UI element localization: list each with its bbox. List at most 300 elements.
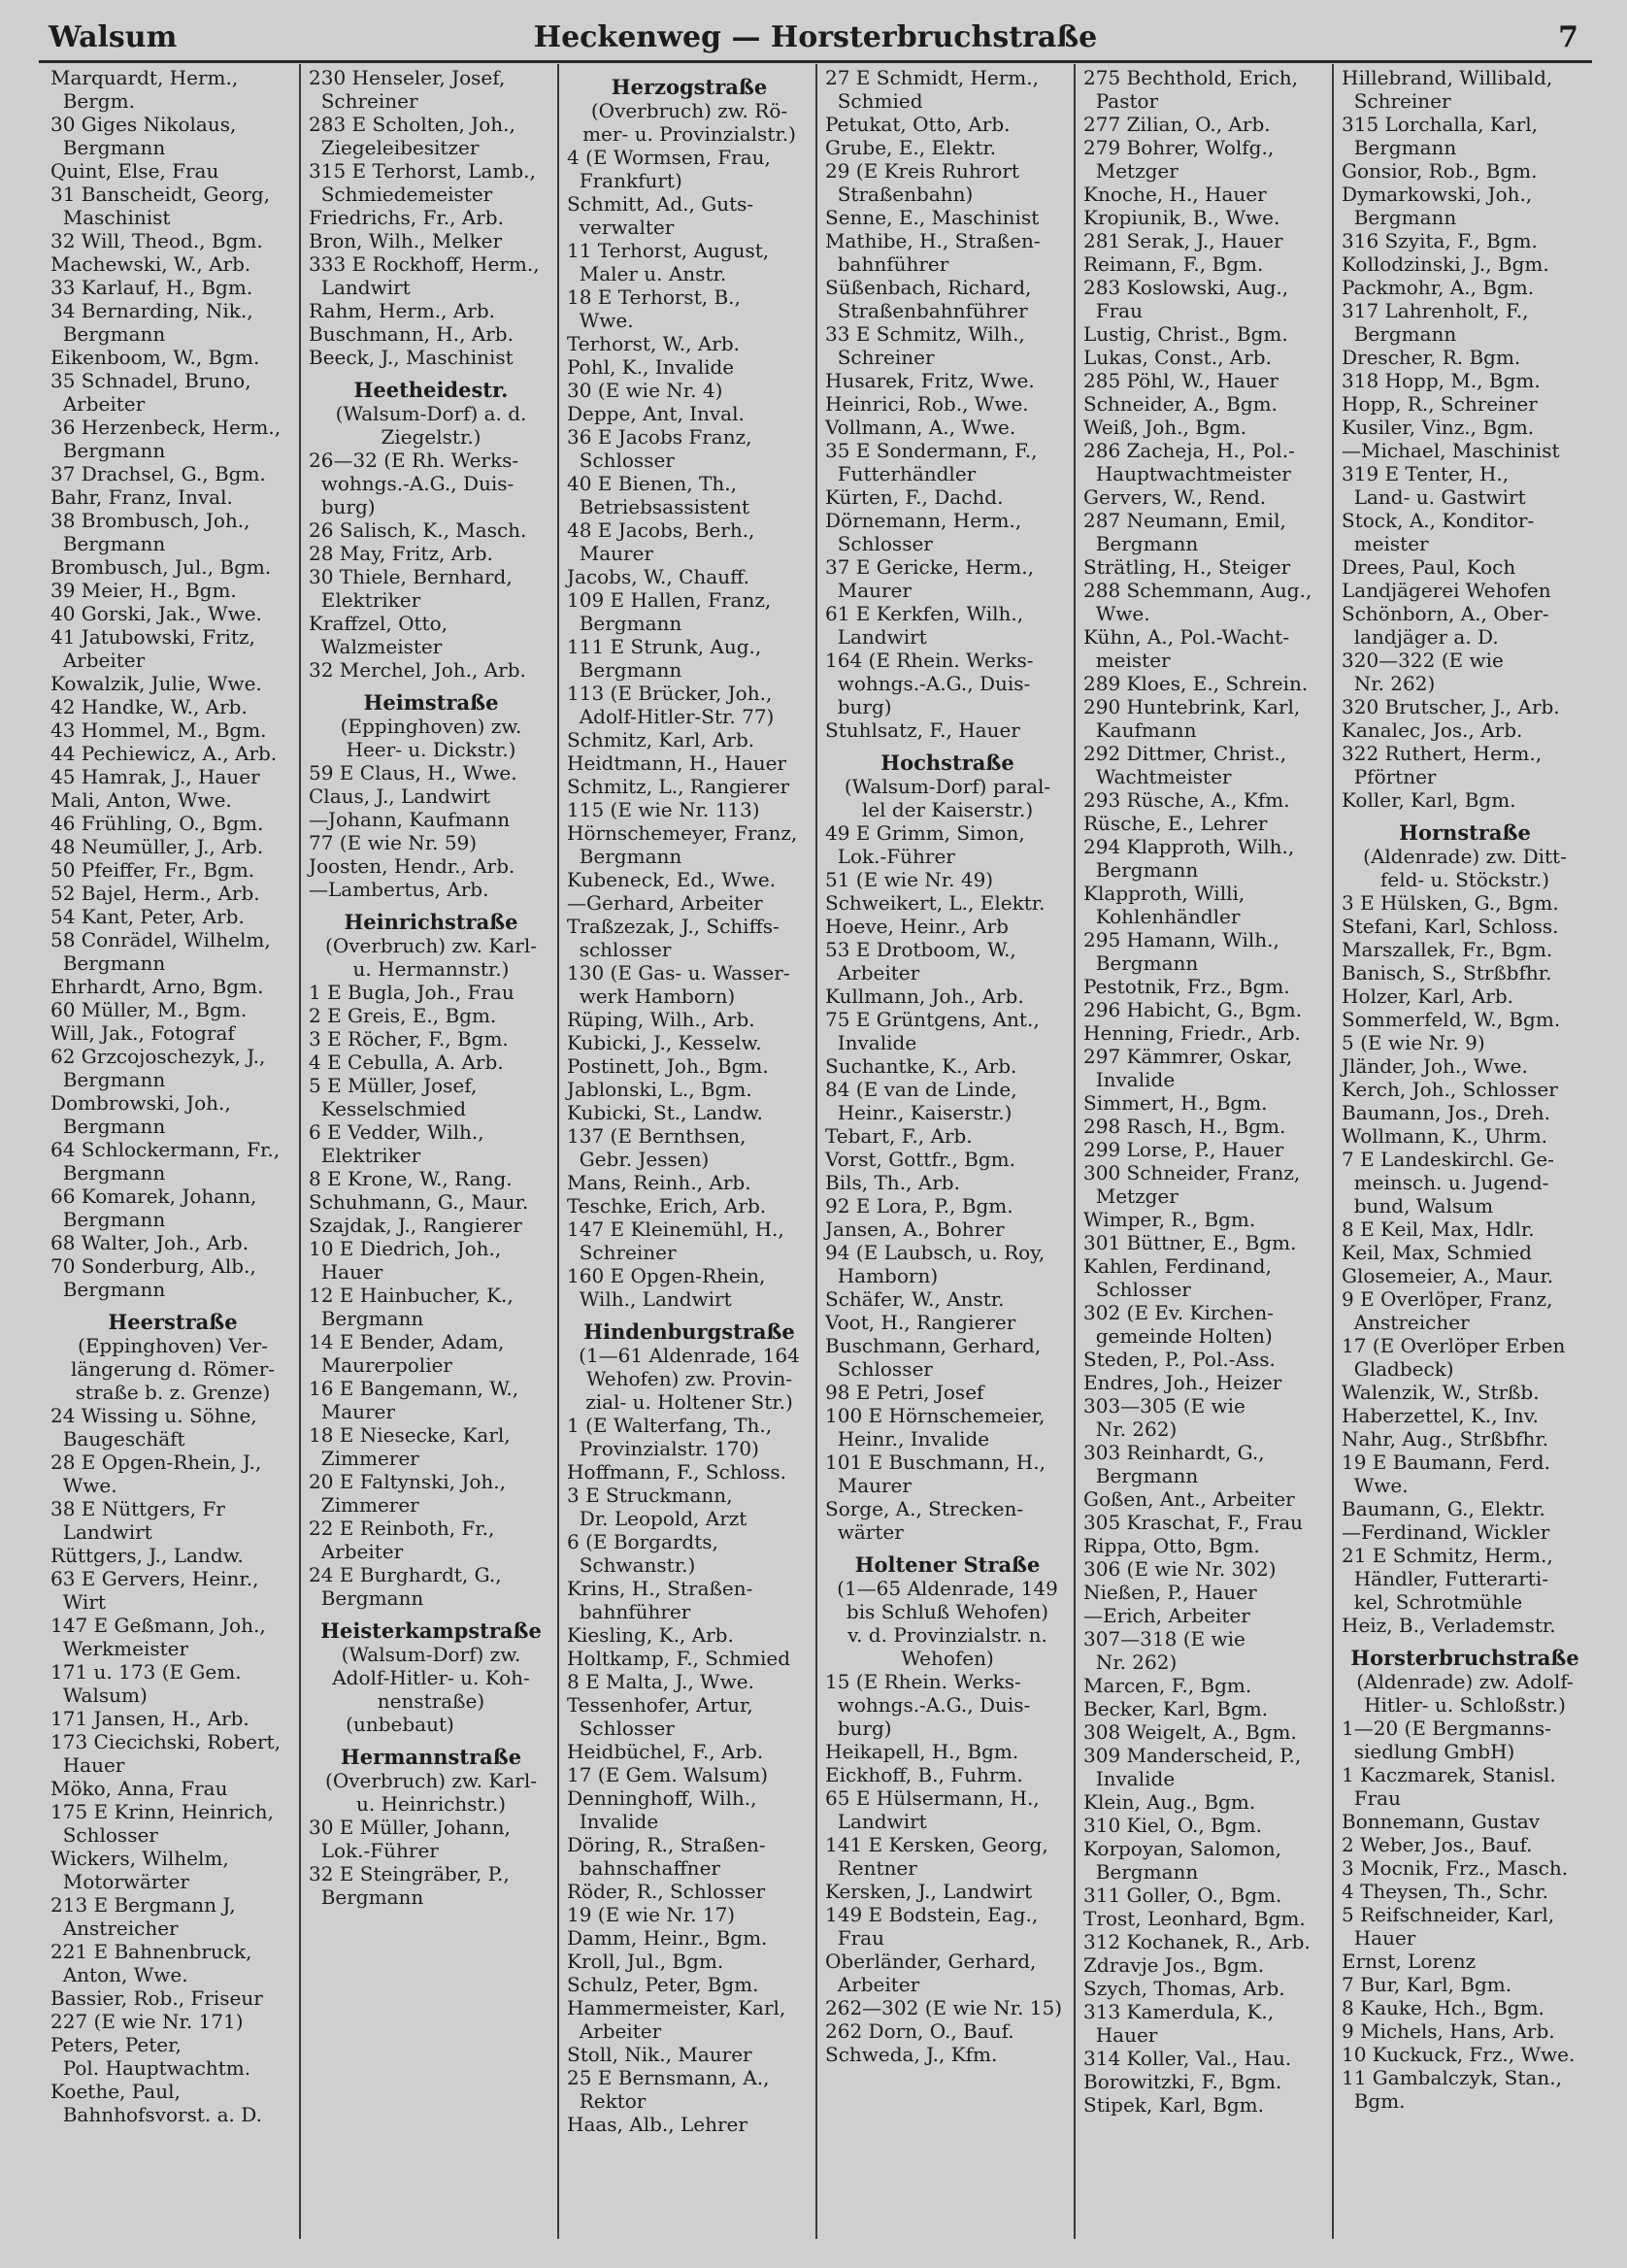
directory-entry-line: 66 Komarek, Johann,	[50, 1184, 257, 1208]
directory-entry-line: 160 E Opgen-Rhein,	[567, 1264, 766, 1287]
directory-entry-line: 61 E Kerkfen, Wilh.,	[825, 602, 1024, 625]
directory-entry-line: 35 E Sondermann, F.,	[825, 439, 1038, 462]
directory-entry-line: 9 E Overlöper, Franz,	[1342, 1287, 1553, 1311]
directory-entry-line: Bergmann	[1083, 1464, 1199, 1487]
directory-entry-line: gemeinde Holten)	[1083, 1324, 1273, 1348]
directory-entry-line: 320—322 (E wie	[1342, 649, 1504, 672]
directory-entry-line: Hillebrand, Willibald,	[1342, 66, 1553, 89]
directory-entry-line: Stuhlsatz, F., Hauer	[825, 718, 1020, 742]
directory-entry-line: Marcen, F., Bgm.	[1083, 1674, 1252, 1697]
directory-entry-line: Wollmann, K., Uhrm.	[1342, 1124, 1548, 1148]
directory-entry-line: Traßzezak, J., Schiffs-	[567, 915, 780, 938]
directory-entry-line: Machewski, W., Arb.	[50, 252, 251, 276]
directory-entry-line: Suchantke, K., Arb.	[825, 1054, 1017, 1078]
directory-entry-line: 297 Kämmrer, Oskar,	[1083, 1045, 1293, 1068]
directory-entry-line: 44 Pechiewicz, A., Arb.	[50, 742, 278, 765]
directory-entry-line: Elektriker	[309, 588, 421, 612]
directory-entry-line: 281 Serak, J., Hauer	[1083, 229, 1283, 252]
directory-entry-line: 4 (E Wormsen, Frau,	[567, 146, 771, 169]
directory-entry-line: wohngs.-A.G., Duis-	[825, 672, 1031, 695]
directory-entry-line: 51 (E wie Nr. 49)	[825, 868, 994, 891]
directory-entry-line: Schmitz, Karl, Arb.	[567, 728, 755, 751]
directory-entry-line: 38 Brombusch, Joh.,	[50, 509, 250, 532]
directory-entry-line: 171 u. 173 (E Gem.	[50, 1660, 242, 1684]
directory-entry-line: 309 Manderscheid, P.,	[1083, 1744, 1302, 1767]
directory-entry-line: 221 E Bahnenbruck,	[50, 1940, 252, 1963]
page-number: 7	[1558, 20, 1578, 54]
directory-entry-line: Händler, Futterarti-	[1342, 1567, 1548, 1590]
directory-entry-line: Weiß, Joh., Bgm.	[1083, 416, 1247, 439]
directory-entry-line: 175 E Krinn, Heinrich,	[50, 1800, 274, 1823]
directory-entry-line: Schreiner	[309, 89, 418, 113]
directory-entry-line: 31 Banscheidt, Georg,	[50, 183, 271, 206]
directory-entry-line: Deppe, Ant, Inval.	[567, 402, 745, 425]
directory-entry-line: 7 Bur, Karl, Bgm.	[1342, 1973, 1512, 1996]
directory-entry-line: Mans, Reinh., Arb.	[567, 1171, 751, 1194]
directory-entry-line: 4 E Cebulla, A. Arb.	[309, 1051, 504, 1074]
directory-entry-line: 37 Drachsel, G., Bgm.	[50, 462, 266, 485]
directory-entry-line: 19 (E wie Nr. 17)	[567, 1903, 736, 1926]
directory-entry-line: Lukas, Const., Arb.	[1083, 346, 1272, 369]
directory-entry-line: Walenzik, W., Strßb.	[1342, 1381, 1540, 1404]
street-heading: Heerstraße	[108, 1310, 238, 1334]
directory-entry-line: 3 E Hülsken, G., Bgm.	[1342, 891, 1559, 915]
directory-entry-line: Maurer	[309, 1400, 395, 1423]
directory-entry-line: bund, Walsum	[1342, 1194, 1494, 1217]
directory-entry-line: Drescher, R. Bgm.	[1342, 346, 1521, 369]
directory-entry-line: Dymarkowski, Joh.,	[1342, 183, 1533, 206]
directory-columns	[43, 64, 1594, 2239]
directory-entry-line: 333 E Rockhoff, Herm.,	[309, 252, 540, 276]
directory-entry-line: Werkmeister	[50, 1637, 189, 1660]
directory-entry-line: Arbeiter	[50, 649, 146, 672]
directory-entry-line: bahnführer	[567, 1600, 691, 1623]
directory-entry-line: Simmert, H., Bgm.	[1083, 1091, 1268, 1115]
directory-entry-line: Betriebsassistent	[567, 495, 750, 518]
directory-entry-line: 12 E Hainbucher, K.,	[309, 1284, 514, 1307]
directory-entry-line: Maurerpolier	[309, 1353, 452, 1377]
directory-entry-line: Pestotnik, Frz., Bgm.	[1083, 975, 1290, 998]
directory-entry-line: Rahm, Herm., Arb.	[309, 299, 496, 322]
directory-entry-line: 317 Lahrenholt, F.,	[1342, 299, 1529, 322]
directory-entry-line: 303 Reinhardt, G.,	[1083, 1441, 1265, 1464]
directory-entry-line: Bergmann	[567, 612, 682, 635]
directory-entry-line: Rippa, Otto, Bgm.	[1083, 1534, 1260, 1557]
directory-entry-line: Teschke, Erich, Arb.	[567, 1194, 767, 1217]
column-5	[1076, 64, 1334, 2239]
directory-entry-line: Invalide	[825, 1031, 917, 1054]
column-6	[1334, 64, 1592, 2239]
directory-entry-line: 30 E Müller, Johann,	[309, 1816, 511, 1839]
directory-entry-line: Hauptwachtmeister	[1083, 462, 1291, 485]
directory-entry-line: Claus, J., Landwirt	[309, 784, 491, 808]
directory-entry-line: Sorge, A., Strecken-	[825, 1497, 1024, 1520]
directory-entry-line: Frau	[825, 1926, 884, 1950]
directory-entry-line: meister	[1083, 649, 1171, 672]
directory-entry-line: 315 Lorchalla, Karl,	[1342, 113, 1539, 136]
directory-entry-line: Motorwärter	[50, 1870, 189, 1893]
directory-entry-line: 32 Merchel, Joh., Arb.	[309, 658, 526, 682]
directory-entry-line: Eickhoff, B., Fuhrm.	[825, 1763, 1023, 1786]
directory-entry-line: Drees, Paul, Koch	[1342, 555, 1516, 579]
directory-entry-line: 94 (E Laubsch, u. Roy,	[825, 1241, 1046, 1264]
directory-entry-line: Kesselschmied	[309, 1097, 467, 1120]
directory-entry-line: 310 Kiel, O., Bgm.	[1083, 1814, 1262, 1837]
directory-entry-line: Bergmann	[50, 532, 166, 555]
directory-entry-line: 5 (E wie Nr. 9)	[1342, 1031, 1485, 1054]
directory-entry-line: Schuhmann, G., Maur.	[309, 1190, 529, 1214]
directory-entry-line: 147 E Geßmann, Joh.,	[50, 1614, 266, 1637]
directory-entry-line: Anstreicher	[50, 1917, 179, 1940]
directory-entry-line: Bergmann	[1342, 136, 1457, 159]
directory-entry-line: 70 Sonderburg, Alb.,	[50, 1254, 256, 1278]
directory-entry-line: Sommerfeld, W., Bgm.	[1342, 1008, 1561, 1031]
directory-entry-line: Keil, Max, Schmied	[1342, 1241, 1532, 1264]
directory-entry-line: Kanalec, Jos., Arb.	[1342, 718, 1523, 742]
column-4	[817, 64, 1076, 2239]
directory-entry-line: Damm, Heinr., Bgm.	[567, 1926, 768, 1950]
directory-entry-line: Heinr., Invalide	[825, 1427, 990, 1451]
directory-entry-line: 17 (E Overlöper Erben	[1342, 1334, 1566, 1357]
street-location: (1—65 Aldenrade, 149 bis Schluß Wehofen) v. d. Provinzialstr. n. Wehofen)	[837, 1577, 1058, 1670]
directory-entry-line: Bergmann	[1342, 206, 1457, 229]
directory-entry-line: Schwanstr.)	[567, 1553, 696, 1577]
directory-entry-line: 1 (E Walterfang, Th.,	[567, 1414, 773, 1437]
street-location: (Walsum-Dorf) paral- lel der Kaiserstr.)	[844, 775, 1051, 821]
directory-entry-line: 1 Kaczmarek, Stanisl.	[1342, 1763, 1556, 1786]
directory-entry-line: Elektriker	[309, 1144, 421, 1167]
directory-entry-line: Koller, Karl, Bgm.	[1342, 788, 1516, 812]
directory-entry-line: 17 (E Gem. Walsum)	[567, 1763, 769, 1786]
street-location: (Overbruch) zw. Karl- u. Heinrichstr.)	[325, 1769, 537, 1816]
directory-entry-line: 59 E Claus, H., Wwe.	[309, 761, 517, 784]
directory-entry-line: Landwirt	[50, 1520, 152, 1544]
directory-entry-line: Möko, Anna, Frau	[50, 1777, 228, 1800]
directory-entry-line: Bergmann	[567, 845, 682, 868]
directory-entry-line: Arbeiter	[825, 1973, 920, 1996]
directory-entry-line: 8 E Keil, Max, Hdlr.	[1342, 1217, 1535, 1241]
directory-entry-line: 84 (E van de Linde,	[825, 1078, 1017, 1101]
directory-entry-line: 8 E Krone, W., Rang.	[309, 1167, 513, 1190]
directory-entry-line: Bergmann	[309, 1307, 424, 1330]
directory-entry-line: 299 Lorse, P., Hauer	[1083, 1138, 1284, 1161]
directory-entry-line: Will, Jak., Fotograf	[50, 1021, 235, 1045]
header-left: Walsum	[49, 20, 178, 54]
directory-entry-line: Buschmann, Gerhard,	[825, 1334, 1042, 1357]
directory-entry-line: 286 Zacheja, H., Pol.-	[1083, 439, 1295, 462]
directory-entry-line: Vorst, Gottfr., Bgm.	[825, 1148, 1015, 1171]
directory-entry-line: 115 (E wie Nr. 113)	[567, 798, 760, 821]
directory-entry-line: 3 E Röcher, F., Bgm.	[309, 1027, 509, 1051]
directory-entry-line: 16 E Bangemann, W.,	[309, 1377, 519, 1400]
directory-entry-line: Invalide	[1083, 1068, 1176, 1091]
directory-entry-line: 11 Gambalczyk, Stan.,	[1342, 2066, 1562, 2089]
directory-entry-line: Frankfurt)	[567, 169, 682, 192]
directory-entry-line: 20 E Faltynski, Joh.,	[309, 1470, 506, 1493]
directory-entry-line: 68 Walter, Joh., Arb.	[50, 1231, 249, 1254]
directory-entry-line: Mathibe, H., Straßen-	[825, 229, 1041, 252]
directory-entry-line: 307—318 (E wie	[1083, 1627, 1245, 1651]
directory-entry-line: 15 (E Rhein. Werks-	[825, 1670, 1021, 1693]
directory-entry-line: 5 E Müller, Josef,	[309, 1074, 478, 1097]
directory-entry-line: Kroll, Jul., Bgm.	[567, 1950, 724, 1973]
directory-entry-line: 308 Weigelt, A., Bgm.	[1083, 1720, 1297, 1744]
directory-entry-line: 33 Karlauf, H., Bgm.	[50, 276, 253, 299]
directory-entry-line: 320 Brutscher, J., Arb.	[1342, 695, 1560, 718]
column-2	[301, 64, 559, 2239]
directory-entry-line: Rüsche, E., Lehrer	[1083, 812, 1268, 835]
directory-entry-line: 288 Schemmann, Aug.,	[1083, 579, 1312, 602]
directory-entry-line: 36 E Jacobs Franz,	[567, 425, 752, 449]
directory-entry-line: Hauer	[1083, 2023, 1158, 2047]
page-header	[39, 19, 1592, 56]
directory-entry-line: Kiesling, K., Arb.	[567, 1623, 734, 1647]
directory-entry-line: Wickers, Wilhelm,	[50, 1847, 229, 1870]
directory-entry-line: Wilh., Landwirt	[567, 1287, 732, 1311]
directory-entry-line: 30 (E wie Nr. 4)	[567, 379, 723, 402]
directory-entry-line: Eikenboom, W., Bgm.	[50, 346, 260, 369]
directory-entry-line: 306 (E wie Nr. 302)	[1083, 1557, 1277, 1581]
directory-entry-line: 32 E Steingräber, P.,	[309, 1862, 510, 1885]
directory-entry-line: Krins, H., Straßen-	[567, 1577, 753, 1600]
directory-entry-line: Landwirt	[825, 625, 927, 649]
directory-entry-line: Schlosser	[567, 1717, 675, 1740]
directory-entry-line: Rüping, Wilh., Arb.	[567, 1008, 755, 1031]
directory-entry-line: 22 E Reinboth, Fr.,	[309, 1517, 495, 1540]
directory-entry-line: 26 Salisch, K., Masch.	[309, 518, 527, 542]
directory-entry-line: Kraffzel, Otto,	[309, 612, 448, 635]
directory-entry-line: werk Hamborn)	[567, 984, 736, 1008]
directory-entry-line: Wimper, R., Bgm.	[1083, 1208, 1256, 1231]
directory-entry-line: Tebart, F., Arb.	[825, 1124, 973, 1148]
directory-entry-line: 54 Kant, Peter, Arb.	[50, 905, 245, 928]
directory-entry-line: 98 E Petri, Josef	[825, 1381, 984, 1404]
directory-entry-line: Schmitz, L., Rangierer	[567, 775, 790, 798]
directory-entry-line: Lok.-Führer	[825, 845, 955, 868]
directory-entry-line: 92 E Lora, P., Bgm.	[825, 1194, 1013, 1217]
directory-entry-line: Endres, Joh., Heizer	[1083, 1371, 1282, 1394]
directory-entry-line: Bahr, Franz, Inval.	[50, 485, 233, 509]
directory-entry-line: Wachtmeister	[1083, 765, 1232, 788]
directory-entry-line: 300 Schneider, Franz,	[1083, 1161, 1301, 1184]
directory-entry-line: Terhorst, W., Arb.	[567, 332, 740, 355]
directory-entry-line: 60 Müller, M., Bgm.	[50, 998, 248, 1021]
directory-entry-line: Bergmann	[1083, 532, 1199, 555]
directory-entry-line: 42 Handke, W., Arb.	[50, 695, 248, 718]
directory-entry-line: 315 E Terhorst, Lamb.,	[309, 159, 536, 183]
street-location: (Overbruch) zw. Karl- u. Hermannstr.)	[325, 934, 537, 981]
directory-entry-line: 49 E Grimm, Simon,	[825, 821, 1025, 845]
directory-entry-line: Heidtmann, H., Hauer	[567, 751, 787, 775]
directory-entry-line: 285 Pöhl, W., Hauer	[1083, 369, 1278, 392]
directory-entry-line: 50 Pfeiffer, Fr., Bgm.	[50, 858, 255, 882]
directory-entry-line: 10 Kuckuck, Frz., Wwe.	[1342, 2043, 1576, 2066]
directory-entry-line: 295 Hamann, Wilh.,	[1083, 928, 1279, 951]
directory-entry-line: —Gerhard, Arbeiter	[567, 891, 763, 915]
directory-entry-line: Gladbeck)	[1342, 1357, 1454, 1381]
directory-entry-line: Heikapell, H., Bgm.	[825, 1740, 1019, 1763]
directory-entry-line: 32 Will, Theod., Bgm.	[50, 229, 263, 252]
directory-entry-line: Schlosser	[825, 1357, 933, 1381]
directory-entry-line: 283 Koslowski, Aug.,	[1083, 276, 1289, 299]
directory-entry-line: Schönborn, A., Ober-	[1342, 602, 1549, 625]
street-location: (Walsum-Dorf) a. d. Ziegelstr.)	[335, 402, 527, 449]
directory-entry-line: Ernst, Lorenz	[1342, 1950, 1477, 1973]
directory-entry-line: Buschmann, H., Arb.	[309, 322, 514, 346]
directory-entry-line: Bergmann	[50, 1208, 166, 1231]
directory-entry-line: Beeck, J., Maschinist	[309, 346, 514, 369]
street-heading: Horsterbruchstraße	[1350, 1646, 1579, 1670]
directory-entry-line: Stipek, Karl, Bgm.	[1083, 2093, 1264, 2117]
directory-entry-line: 1 E Bugla, Joh., Frau	[309, 981, 515, 1004]
directory-entry-line: 137 (E Bernthsen,	[567, 1124, 747, 1148]
directory-entry-line: burg)	[825, 695, 892, 718]
directory-entry-line: Bergmann	[1083, 858, 1199, 882]
directory-entry-line: 213 E Bergmann J,	[50, 1893, 236, 1917]
directory-entry-line: Wwe.	[1083, 602, 1150, 625]
directory-entry-line: Henning, Friedr., Arb.	[1083, 1021, 1301, 1045]
directory-entry-line: Arbeiter	[309, 1540, 404, 1563]
directory-entry-line: Landwirt	[825, 1810, 927, 1833]
directory-entry-line: Kohlenhändler	[1083, 905, 1241, 928]
directory-entry-line: Schäfer, W., Anstr.	[825, 1287, 1005, 1311]
directory-entry-line: Holzer, Karl, Arb.	[1342, 984, 1514, 1008]
directory-entry-line: 28 E Opgen-Rhein, J.,	[50, 1451, 262, 1474]
directory-entry-line: Nr. 262)	[1342, 672, 1436, 695]
directory-entry-line: Baugeschäft	[50, 1427, 185, 1451]
directory-entry-line: Szajdak, J., Rangierer	[309, 1214, 522, 1237]
directory-entry-line: Landwirt	[309, 276, 411, 299]
directory-entry-line: Heiz, B., Verlademstr.	[1342, 1614, 1556, 1637]
directory-entry-line: 292 Dittmer, Christ.,	[1083, 742, 1287, 765]
directory-entry-line: Mali, Anton, Wwe.	[50, 788, 232, 812]
directory-entry-line: Stoll, Nik., Maurer	[567, 2043, 752, 2066]
directory-entry-line: Arbeiter	[567, 2019, 662, 2043]
directory-entry-line: Pastor	[1083, 89, 1159, 113]
directory-entry-line: Pförtner	[1342, 765, 1437, 788]
directory-entry-line: wärter	[825, 1520, 904, 1544]
street-location: (Overbruch) zw. Rö- mer- u. Provinzialstr.)	[582, 99, 796, 146]
directory-entry-line: Bergmann	[50, 951, 166, 975]
directory-entry-line: Bergmann	[1083, 951, 1199, 975]
directory-entry-line: 9 Michels, Hans, Arb.	[1342, 2019, 1555, 2043]
directory-entry-line: Heinrici, Rob., Wwe.	[825, 392, 1029, 416]
directory-entry-line: Maler u. Anstr.	[567, 262, 727, 285]
directory-entry-line: Zimmerer	[309, 1447, 419, 1470]
street-heading: Heisterkampstraße	[320, 1618, 542, 1643]
directory-entry-line: Maurer	[825, 1474, 912, 1497]
directory-entry-line: Peters, Peter,	[50, 2033, 182, 2056]
street-location: (Walsum-Dorf) zw. Adolf-Hitler- u. Koh- nenstraße)	[332, 1643, 530, 1713]
directory-entry-line: 8 Kauke, Hch., Bgm.	[1342, 1996, 1544, 2019]
directory-entry-line: 65 E Hülsermann, H.,	[825, 1786, 1040, 1810]
directory-entry-line: Haas, Alb., Lehrer	[567, 2113, 747, 2136]
directory-entry-line: Schmiedemeister	[309, 183, 493, 206]
directory-entry-line: verwalter	[567, 216, 675, 239]
directory-entry-line: Goßen, Ant., Arbeiter	[1083, 1487, 1295, 1511]
directory-entry-line: Kullmann, Joh., Arb.	[825, 984, 1024, 1008]
directory-entry-line: Stock, A., Konditor-	[1342, 509, 1535, 532]
directory-entry-line: wohngs.-A.G., Duis-	[825, 1693, 1031, 1717]
directory-entry-line: Haberzettel, K., Inv.	[1342, 1404, 1540, 1427]
street-heading: Heimstraße	[363, 690, 499, 715]
directory-entry-line: 294 Klapproth, Wilh.,	[1083, 835, 1295, 858]
directory-entry-line: Straßenbahnführer	[825, 299, 1028, 322]
directory-entry-line: 36 Herzenbeck, Herm.,	[50, 416, 282, 439]
directory-entry-line: Hopp, R., Schreiner	[1342, 392, 1538, 416]
directory-entry-line: 46 Frühling, O., Bgm.	[50, 812, 264, 835]
directory-entry-line: Bergmann	[50, 322, 166, 346]
directory-entry-line: 109 E Hallen, Franz,	[567, 588, 772, 612]
directory-entry-line: Provinzialstr. 170)	[567, 1437, 759, 1460]
directory-entry-line: 289 Kloes, E., Schrein.	[1083, 672, 1309, 695]
column-3	[559, 64, 817, 2239]
directory-entry-line: Kollodzinski, J., Bgm.	[1342, 252, 1549, 276]
directory-entry-line: Szych, Thomas, Arb.	[1083, 1977, 1285, 2000]
directory-entry-line: Schlosser	[50, 1823, 158, 1847]
directory-entry-line: Kahlen, Ferdinand,	[1083, 1254, 1272, 1278]
directory-entry-line: 262 Dorn, O., Bauf.	[825, 2019, 1014, 2043]
directory-entry-line: Kühn, A., Pol.-Wacht-	[1083, 625, 1290, 649]
directory-entry-line: schlosser	[567, 938, 672, 961]
directory-entry-line: Schweikert, L., Elektr.	[825, 891, 1046, 915]
street-heading: Hochstraße	[880, 750, 1014, 775]
street-location: (Eppinghoven) Ver- längerung d. Römer- straße b. z. Grenze)	[70, 1334, 276, 1404]
directory-entry-line: Straßenbahn)	[825, 183, 974, 206]
directory-entry-line: Schlosser	[1083, 1278, 1191, 1301]
directory-entry-line: Invalide	[567, 1810, 659, 1833]
directory-entry-line: Schmied	[825, 89, 923, 113]
directory-entry-line: 14 E Bender, Adam,	[309, 1330, 505, 1353]
directory-entry-line: 10 E Diedrich, Joh.,	[309, 1237, 502, 1260]
header-rule	[39, 60, 1592, 63]
directory-entry-line: 48 Neumüller, J., Arb.	[50, 835, 264, 858]
directory-entry-line: Wwe.	[567, 309, 634, 332]
directory-entry-line: bahnführer	[825, 252, 949, 276]
street-location: (Eppinghoven) zw. Heer- u. Dickstr.)	[340, 715, 522, 761]
directory-entry-line: 28 May, Fritz, Arb.	[309, 542, 493, 565]
directory-entry-line: bahnschaffner	[567, 1856, 720, 1880]
directory-entry-line: Schlosser	[567, 449, 675, 472]
directory-entry-line: 30 Giges Nikolaus,	[50, 113, 237, 136]
directory-entry-line: 296 Habicht, G., Bgm.	[1083, 998, 1303, 1021]
header-center: Heckenweg — Horsterbruchstraße	[533, 20, 1098, 54]
directory-entry-line: Kowalzik, Julie, Wwe.	[50, 672, 262, 695]
directory-entry-line: Bahnhofsvorst. a. D.	[50, 2103, 262, 2126]
directory-entry-line: 25 E Bernsmann, A.,	[567, 2066, 770, 2089]
directory-entry-line: wohngs.-A.G., Duis-	[309, 472, 515, 495]
directory-entry-line: Maurer	[567, 542, 653, 565]
street-heading: Hornstraße	[1399, 820, 1531, 845]
directory-entry-line: 58 Conrädel, Wilhelm,	[50, 928, 271, 951]
directory-entry-line: Dörnemann, Herm.,	[825, 509, 1022, 532]
directory-entry-line: Röder, R., Schlosser	[567, 1880, 766, 1903]
directory-entry-line: 35 Schnadel, Bruno,	[50, 369, 251, 392]
directory-entry-line: Stefani, Karl, Schloss.	[1342, 915, 1559, 938]
directory-entry-line: 77 (E wie Nr. 59)	[309, 831, 478, 854]
directory-entry-line: Kürten, F., Dachd.	[825, 485, 1004, 509]
directory-entry-line: Ehrhardt, Arno, Bgm.	[50, 975, 264, 998]
directory-entry-line: Bergmann	[1342, 322, 1457, 346]
directory-entry-line: Anton, Wwe.	[50, 1963, 188, 1986]
directory-entry-line: 293 Rüsche, A., Kfm.	[1083, 788, 1290, 812]
directory-entry-line: Futterhändler	[825, 462, 977, 485]
directory-entry-line: —Erich, Arbeiter	[1083, 1604, 1250, 1627]
directory-entry-line: 39 Meier, H., Bgm.	[50, 579, 237, 602]
directory-entry-line: Jacobs, W., Chauff.	[567, 565, 749, 588]
directory-entry-line: Invalide	[1083, 1767, 1176, 1790]
directory-entry-line: 6 (E Borgardts,	[567, 1530, 718, 1553]
